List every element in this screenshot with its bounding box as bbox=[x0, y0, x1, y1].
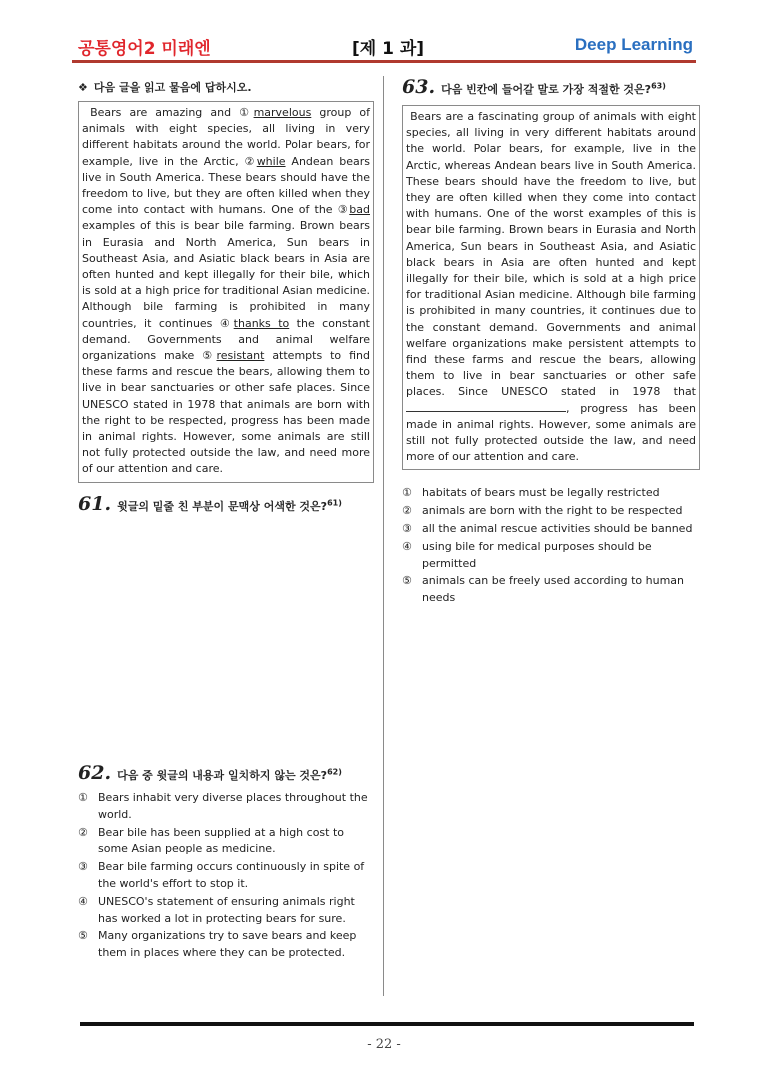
marker-4: ④ bbox=[219, 316, 234, 330]
underlined-word-5: resistant bbox=[216, 349, 265, 363]
passage-text: attempts to find these farms and rescue the bears, allowing them to live in bear sanctuaries or other safe places. Since UNESCO stated in 1978 that animals are born with the right to be respected, progress has been made in animal rights. However, some animals are still not fully protected outside the law, and need more of our attention and care. bbox=[82, 349, 370, 476]
marker-2: ② bbox=[244, 154, 257, 168]
question-63 bbox=[402, 76, 700, 98]
choice-number: ② bbox=[402, 504, 412, 518]
instruction-text: 다음 글을 읽고 물음에 답하시오. bbox=[93, 81, 252, 94]
instruction bbox=[78, 79, 374, 95]
choice-item[interactable] bbox=[402, 521, 700, 538]
choice-item[interactable] bbox=[78, 790, 374, 824]
header-brand: Deep Learning bbox=[574, 35, 693, 54]
passage-text: examples of this is bear bile farming. Brown bears in Eurasia and North America, Sun bears in Southeast Asia, and Asiatic black bears in Asia are often hunted and kept illegally for their bile, which is sold at a high price for traditional Asian medicine. Although bile farming is prohibited in many countries, it continues bbox=[82, 219, 370, 330]
choice-item[interactable] bbox=[402, 503, 700, 520]
choice-number: ③ bbox=[402, 522, 412, 536]
left-column bbox=[78, 76, 374, 515]
choice-number: ③ bbox=[78, 860, 88, 874]
answer-choices bbox=[78, 790, 374, 962]
passage-text: Andean bears live in South America. These bears should have the freedom to live, but they are often killed when they come into contact with humans. One of the bbox=[82, 154, 370, 217]
choice-text: Many organizations try to save bears and keep them in places where they can be protected. bbox=[98, 929, 357, 960]
question-62-block bbox=[78, 762, 374, 963]
choice-text: Bear bile has been supplied at a high cost to some Asian people as medicine. bbox=[98, 825, 345, 856]
header-rule bbox=[72, 60, 696, 63]
question-61 bbox=[78, 493, 374, 515]
choice-item[interactable] bbox=[78, 825, 374, 859]
marker-3: ③ bbox=[337, 203, 350, 217]
choice-item[interactable] bbox=[402, 573, 700, 607]
footnote-ref: 63) bbox=[651, 81, 666, 91]
choice-item[interactable] bbox=[78, 928, 374, 962]
underlined-word-1: marvelous bbox=[253, 106, 312, 119]
passage-text: Bears are amazing and bbox=[90, 106, 240, 119]
choice-text: Bear bile farming occurs continuously in spite of the world's effort to stop it. bbox=[98, 860, 365, 890]
choice-number: ① bbox=[78, 791, 88, 804]
passage-text: group of animals with eight species, all living in very different habitats around the world. Polar bears, for example, live in the Arctic, bbox=[82, 106, 370, 168]
choice-text: animals can be freely used according to human needs bbox=[422, 574, 685, 605]
header-subject: 공통영어2 미래엔 bbox=[78, 39, 211, 59]
choice-text: UNESCO's statement of ensuring animals right has worked a lot in protecting bears for sure. bbox=[98, 894, 355, 925]
choice-item[interactable] bbox=[78, 894, 374, 928]
question-text: 다음 중 윗글의 내용과 일치하지 않는 것은? bbox=[117, 769, 328, 782]
choice-number: ② bbox=[78, 825, 88, 839]
column-divider bbox=[383, 76, 384, 996]
question-number: 61. bbox=[78, 492, 112, 515]
reading-passage-blank bbox=[402, 105, 700, 470]
footer-rule bbox=[80, 1022, 694, 1026]
choice-number: ④ bbox=[402, 539, 412, 553]
page-number: - 22 - bbox=[367, 1037, 401, 1052]
right-column bbox=[402, 76, 700, 608]
question-number: 62. bbox=[78, 762, 112, 784]
choice-number: ⑤ bbox=[78, 929, 88, 943]
underlined-word-4: thanks to bbox=[233, 316, 290, 330]
marker-5: ⑤ bbox=[202, 349, 217, 363]
answer-choices bbox=[402, 485, 700, 607]
question-62 bbox=[78, 762, 374, 784]
diamond-bullet-icon: ❖ bbox=[78, 81, 88, 94]
marker-1: ① bbox=[239, 106, 254, 119]
choice-number: ① bbox=[402, 486, 412, 500]
choice-item[interactable] bbox=[402, 539, 700, 573]
passage-text: , progress has been made in animal rights. However, some animals are still not fully protected outside the law, and need more of our attention and care. bbox=[406, 401, 696, 464]
choice-text: habitats of bears must be legally restricted bbox=[422, 486, 660, 500]
passage-text: the constant demand. Governments and animal welfare organizations make bbox=[82, 316, 370, 363]
underlined-word-2: while bbox=[256, 154, 286, 168]
answer-blank bbox=[406, 401, 566, 412]
question-text: 다음 빈칸에 들어갈 말로 가장 적절한 것은? bbox=[441, 83, 652, 96]
header-lesson: [제 1 과] bbox=[352, 39, 425, 59]
footnote-ref: 62) bbox=[327, 767, 342, 777]
choice-item[interactable] bbox=[402, 485, 700, 502]
question-text: 윗글의 밑줄 친 부분이 문맥상 어색한 것은? bbox=[117, 499, 328, 513]
question-number: 63. bbox=[402, 76, 436, 98]
reading-passage bbox=[78, 101, 374, 483]
choice-text: all the animal rescue activities should be banned bbox=[422, 522, 693, 536]
choice-item[interactable] bbox=[78, 859, 374, 893]
footnote-ref: 61) bbox=[327, 498, 342, 508]
choice-text: using bile for medical purposes should be permitted bbox=[422, 539, 652, 570]
choice-text: Bears inhabit very diverse places throughout the world. bbox=[98, 791, 368, 821]
choice-number: ⑤ bbox=[402, 574, 412, 588]
choice-text: animals are born with the right to be respected bbox=[422, 504, 683, 518]
passage-text: Bears are a fascinating group of animals with eight species, all living in very different habitats around the world. Polar bears, for example, live in the Arctic, whereas Andean bears live in South America. These bears should have the freedom to live, but they are often killed when they come into contact with humans. One of the worst examples of this is bear bile farming. Brown bears in Eurasia and North America, Sun bears in Southeast Asia, and Asiatic black bears in Asia are often hunted and kept illegally for their bile, which is sold at a high price for traditional Asian medicine. Although bile farming is prohibited in many countries, it continues due to the constant demand. Governments and animal welfare organizations make persistent attempts to find these farms and rescue the bears, allowing them to live in bear sanctuaries or other safe places. Since UNESCO stated in 1978 that bbox=[406, 110, 696, 399]
underlined-word-3: bad bbox=[349, 203, 370, 217]
choice-number: ④ bbox=[78, 894, 88, 908]
